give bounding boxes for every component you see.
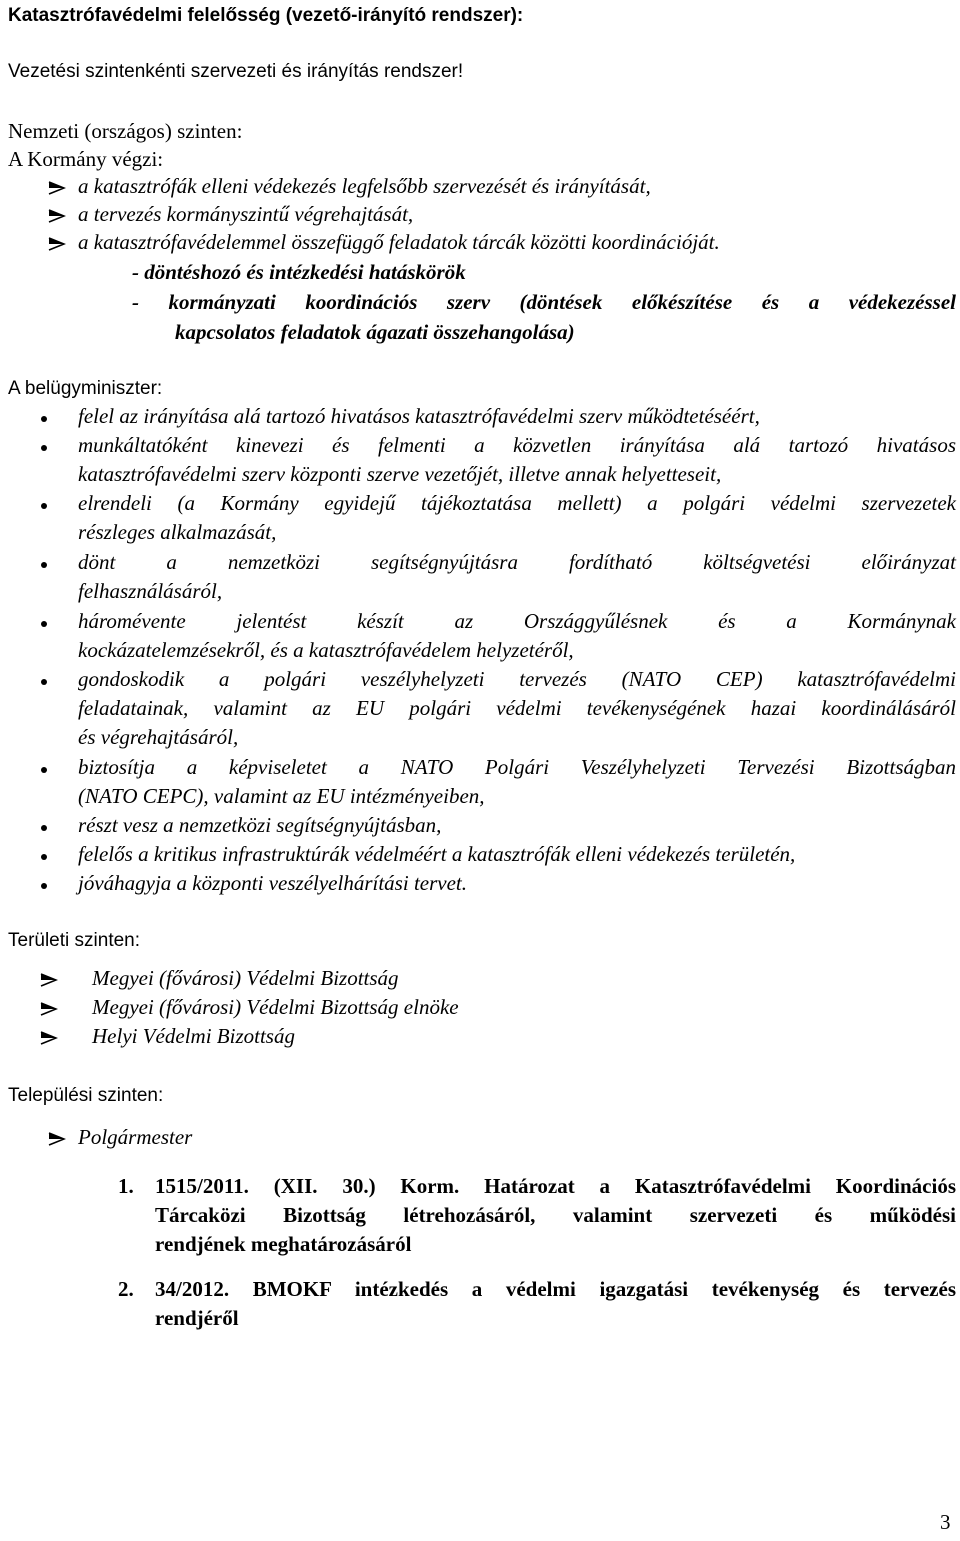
regional-item-3: Helyi Védelmi Bizottság xyxy=(92,1024,295,1048)
government-task-3: a katasztrófavédelemmel összefüggő feladatok tárcák közötti koordinációját. xyxy=(78,230,720,254)
bullet-icon xyxy=(41,679,47,685)
government-sub-item-2: - kormányzati koordinációs szerv (döntések előkészítése és a védekezéssel xyxy=(132,290,956,314)
minister-duty-3-cont: részleges alkalmazását, xyxy=(78,520,277,544)
government-task-1: a katasztrófák elleni védekezés legfelsőbb szervezését és irányítását, xyxy=(78,174,651,198)
regional-item-2: Megyei (fővárosi) Védelmi Bizottság elnöke xyxy=(92,995,459,1019)
bullet-icon xyxy=(41,825,47,831)
minister-duty-7: biztosítja a képviseletet a NATO Polgári Veszélyhelyzeti Tervezési Bizottságban xyxy=(78,755,956,779)
bullet-icon xyxy=(41,883,47,889)
minister-duty-6-cont2: és végrehajtásáról, xyxy=(78,725,239,749)
reference-number: 1. xyxy=(118,1174,134,1198)
arrow-bullet-icon xyxy=(40,1031,58,1045)
government-sub-item-1: - döntéshozó és intézkedési hatáskörök xyxy=(132,260,466,284)
reference-1-line-2: Tárcaközi Bizottság létrehozásáról, valamint szervezeti és működési xyxy=(155,1203,956,1227)
minister-duty-6: gondoskodik a polgári veszélyhelyzeti tervezés (NATO CEP) katasztrófavédelmi xyxy=(78,667,956,691)
reference-2-line-2: rendjéről xyxy=(155,1306,239,1330)
minister-duty-8: részt vesz a nemzetközi segítségnyújtásban, xyxy=(78,813,442,837)
minister-duty-4-cont: felhasználásáról, xyxy=(78,579,223,603)
minister-duty-7-cont: (NATO CEPC), valamint az EU intézményeiben, xyxy=(78,784,485,808)
minister-duty-2: munkáltatóként kinevezi és felmenti a közvetlen irányítása alá tartozó hivatásos xyxy=(78,433,956,457)
arrow-bullet-icon xyxy=(40,973,58,987)
reference-number: 2. xyxy=(118,1277,134,1301)
page-number: 3 xyxy=(940,1510,951,1534)
bullet-icon xyxy=(41,767,47,773)
reference-1-line-1: 1515/2011. (XII. 30.) Korm. Határozat a Katasztrófavédelmi Koordinációs xyxy=(155,1174,956,1198)
bullet-icon xyxy=(41,416,47,422)
minister-duty-5-cont: kockázatelemzésekről, és a katasztrófavédelem helyzetéről, xyxy=(78,638,574,662)
minister-duty-9: felelős a kritikus infrastruktúrák védelméért a katasztrófák elleni védekezés területén, xyxy=(78,842,796,866)
regional-item-1: Megyei (fővárosi) Védelmi Bizottság xyxy=(92,966,399,990)
minister-duty-4: dönt a nemzetközi segítségnyújtásra fordítható költségvetési előirányzat xyxy=(78,550,956,574)
bullet-icon xyxy=(41,854,47,860)
government-sub-item-2-cont: kapcsolatos feladatok ágazati összehangolása) xyxy=(175,320,575,344)
arrow-bullet-icon xyxy=(48,1132,66,1146)
minister-duty-1: felel az irányítása alá tartozó hivatásos katasztrófavédelmi szerv működtetéséért, xyxy=(78,404,760,428)
bullet-icon xyxy=(41,621,47,627)
bullet-icon xyxy=(41,445,47,451)
minister-duty-5: háromévente jelentést készít az Országgyűlésnek és a Kormánynak xyxy=(78,609,956,633)
local-level-label: Települési szinten: xyxy=(8,1085,164,1106)
arrow-bullet-icon xyxy=(40,1002,58,1016)
reference-2-line-1: 34/2012. BMOKF intézkedés a védelmi igazgatási tevékenység és tervezés xyxy=(155,1277,956,1301)
minister-duty-3: elrendeli (a Kormány egyidejű tájékoztatása mellett) a polgári védelmi szervezetek xyxy=(78,491,956,515)
bullet-icon xyxy=(41,503,47,509)
government-label: A Kormány végzi: xyxy=(8,147,164,171)
page-title: Katasztrófavédelmi felelősség (vezető-irányító rendszer): xyxy=(8,5,524,26)
national-level-label: Nemzeti (országos) szinten: xyxy=(8,119,243,143)
regional-level-label: Területi szinten: xyxy=(8,930,141,951)
minister-label: A belügyminiszter: xyxy=(8,378,163,399)
local-item-1: Polgármester xyxy=(78,1125,193,1149)
bullet-icon xyxy=(41,562,47,568)
arrow-bullet-icon xyxy=(48,181,66,195)
page-subtitle: Vezetési szintenkénti szervezeti és irányítás rendszer! xyxy=(8,61,464,82)
arrow-bullet-icon xyxy=(48,237,66,251)
minister-duty-6-cont: feladatainak, valamint az EU polgári védelmi tevékenységének hazai koordinálásáról xyxy=(78,696,956,720)
government-task-2: a tervezés kormányszintű végrehajtását, xyxy=(78,202,414,226)
minister-duty-2-cont: katasztrófavédelmi szerv központi szerve vezetőjét, illetve annak helyetteseit, xyxy=(78,462,722,486)
reference-1-line-3: rendjének meghatározásáról xyxy=(155,1232,412,1256)
arrow-bullet-icon xyxy=(48,209,66,223)
minister-duty-10: jóváhagyja a központi veszélyelhárítási tervet. xyxy=(78,871,467,895)
